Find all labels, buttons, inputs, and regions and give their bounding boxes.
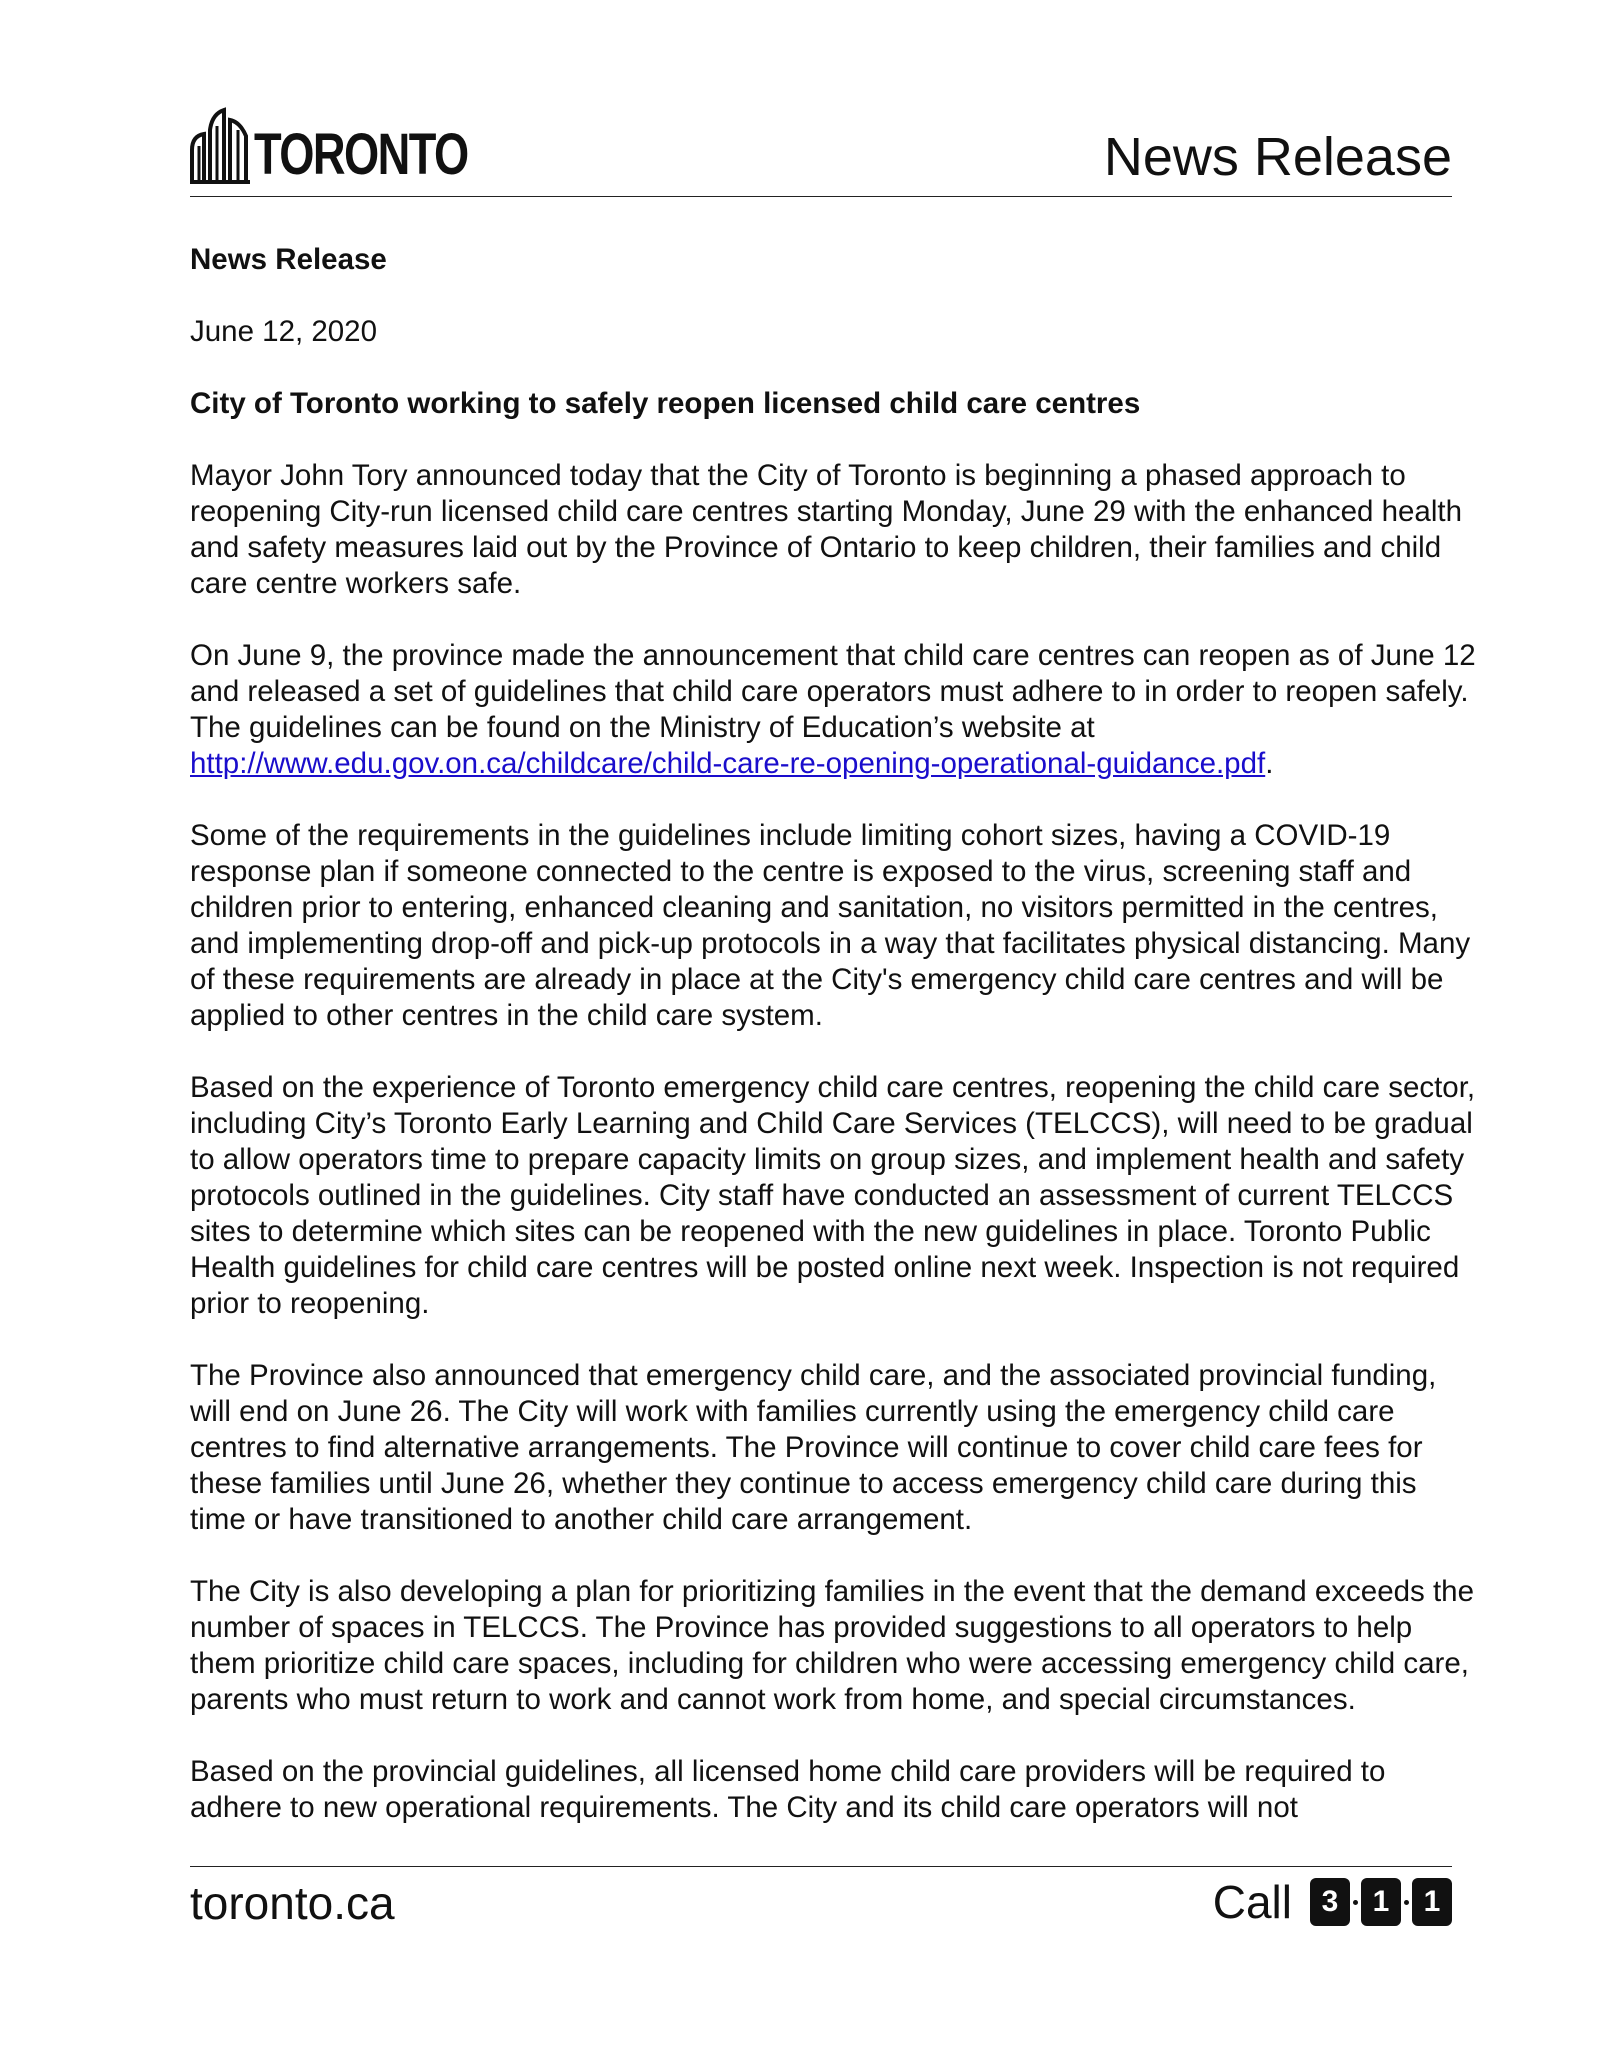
call-digit: 3 bbox=[1310, 1878, 1350, 1926]
header-title: News Release bbox=[1103, 127, 1452, 187]
header-divider bbox=[190, 196, 1452, 197]
paragraph-emergency-funding: The Province also announced that emergency child care, and the associated provincial funding, will end on June 26. The City will work with families currently using the emergency child care centres to find alternative arrangements. The Province will continue to cover child care fees for these families until June 26, whether they continue to access emergency child care during this time or have transitioned to another child care arrangement. bbox=[190, 1359, 1437, 1536]
city-hall-logo-icon bbox=[190, 106, 250, 184]
release-date: June 12, 2020 bbox=[190, 315, 377, 348]
guidelines-link[interactable]: http://www.edu.gov.on.ca/childcare/child-care-re-opening-operational-guidance.pdf bbox=[190, 747, 1266, 780]
paragraph-home-child-care: Based on the provincial guidelines, all licensed home child care providers will be required to adhere to new operational requirements. The City and its child care operators will not bbox=[190, 1755, 1386, 1824]
paragraph-province-guidelines bbox=[190, 638, 1480, 782]
call-311-badge bbox=[1213, 1878, 1452, 1926]
call-digit: 1 bbox=[1412, 1878, 1452, 1926]
toronto-logo bbox=[190, 104, 528, 187]
paragraph-requirements: Some of the requirements in the guidelines include limiting cohort sizes, having a COVID-19 response plan if someone connected to the centre is exposed to the virus, screening staff and children prior to entering, enhanced cleaning and sanitation, no visitors permitted in the centres, and implementing drop-off and pick-up protocols in a way that facilitates physical distancing. Many of these requirements are already in place at the City's emergency child care centres and will be applied to other centres in the child care system. bbox=[190, 819, 1471, 1032]
footer-website: toronto.ca bbox=[190, 1877, 395, 1929]
release-headline: City of Toronto working to safely reopen licensed child care centres bbox=[190, 387, 1141, 420]
page-header bbox=[190, 100, 1452, 200]
call-digit: 1 bbox=[1361, 1878, 1401, 1926]
paragraph-text: On June 9, the province made the announcement that child care centres can reopen as of June 12 and released a set of guidelines that child care operators must adhere to in order to reopen safely. The guidelines can be found on the Ministry of Education’s website at bbox=[190, 639, 1476, 744]
release-label: News Release bbox=[190, 243, 387, 276]
footer-divider bbox=[190, 1866, 1452, 1867]
paragraph-telccs: Based on the experience of Toronto emergency child care centres, reopening the child care sector, including City’s Toronto Early Learning and Child Care Services (TELCCS), will need to be gradual to allow operators time to prepare capacity limits on group sizes, and implement health and safety protocols outlined in the guidelines. City staff have conducted an assessment of current TELCCS sites to determine which sites can be reopened with the new guidelines in place. Toronto Public Health guidelines for child care centres will be posted online next week. Inspection is not required prior to reopening. bbox=[190, 1071, 1476, 1320]
call-label: Call bbox=[1212, 1876, 1292, 1928]
paragraph-prioritizing: The City is also developing a plan for prioritizing families in the event that the demand exceeds the number of spaces in TELCCS. The Province has provided suggestions to all operators to help them prioritize child care spaces, including for children who were accessing emergency child care, parents who must return to work and cannot work from home, and special circumstances. bbox=[190, 1575, 1474, 1716]
digit-separator bbox=[1353, 1900, 1358, 1905]
logo-wordmark: TORONTO bbox=[254, 122, 468, 187]
paragraph-text-end: . bbox=[1265, 747, 1274, 780]
release-body bbox=[190, 242, 1480, 1862]
paragraph-intro: Mayor John Tory announced today that the City of Toronto is beginning a phased approach to reopening City-run licensed child care centres starting Monday, June 29 with the enhanced health and safety measures laid out by the Province of Ontario to keep children, their families and child care centre workers safe. bbox=[190, 459, 1462, 600]
digit-separator bbox=[1404, 1900, 1409, 1905]
